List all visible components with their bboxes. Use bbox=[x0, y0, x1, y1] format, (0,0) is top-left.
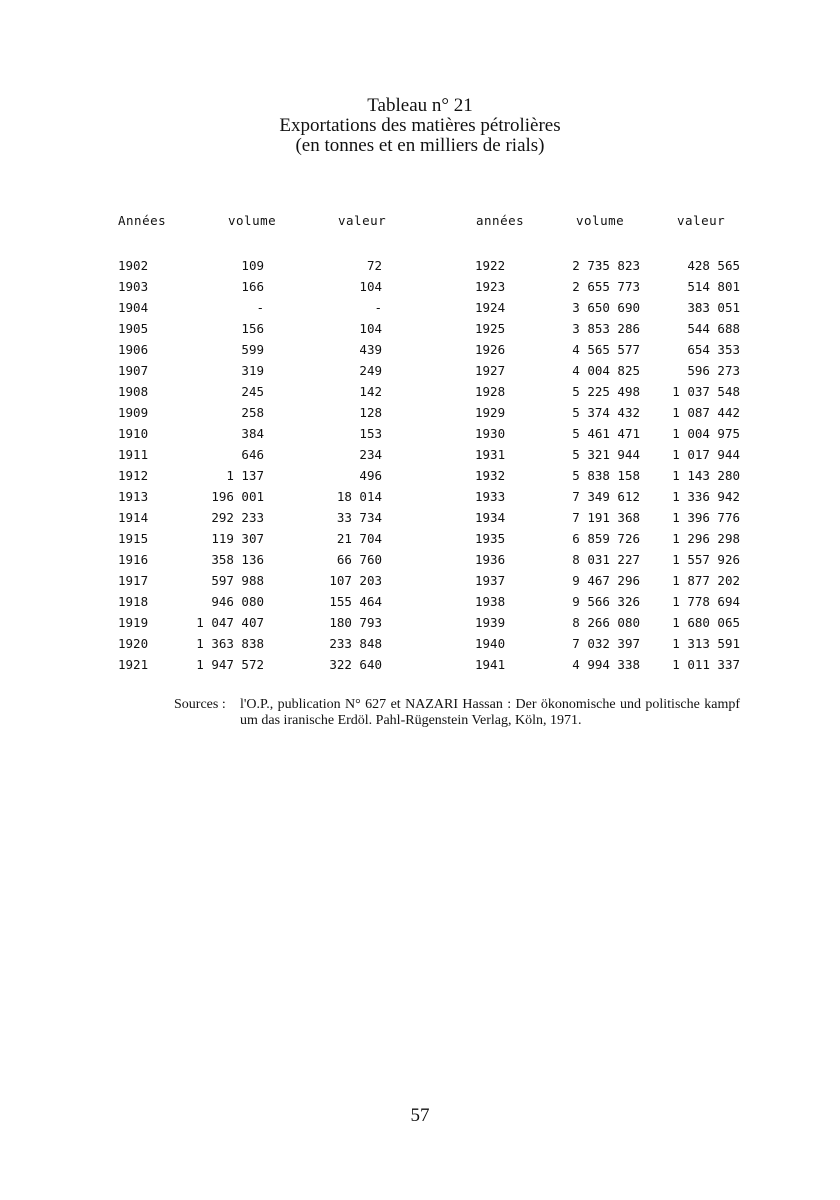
cell-year: 1925 bbox=[475, 321, 506, 336]
cell-year: 1931 bbox=[475, 447, 506, 462]
cell-year: 1932 bbox=[475, 468, 506, 483]
cell-year: 1917 bbox=[118, 573, 149, 588]
cell-year: 1936 bbox=[475, 552, 506, 567]
cell-volume: 245 bbox=[241, 384, 264, 399]
table-title: Exportations des matières pétrolières bbox=[279, 115, 561, 136]
cell-value: 180 793 bbox=[329, 615, 382, 630]
cell-year: 1928 bbox=[475, 384, 506, 399]
header-right-volume: volume bbox=[576, 213, 625, 228]
header-right-value: valeur bbox=[677, 213, 726, 228]
cell-year: 1910 bbox=[118, 426, 149, 441]
cell-value: 142 bbox=[359, 384, 382, 399]
cell-volume: 7 032 397 bbox=[572, 636, 640, 651]
cell-volume: 599 bbox=[241, 342, 264, 357]
cell-value: 1 313 591 bbox=[672, 636, 740, 651]
cell-value: 1 017 944 bbox=[672, 447, 740, 462]
cell-value: 33 734 bbox=[336, 510, 382, 525]
cell-volume: 109 bbox=[241, 258, 264, 273]
cell-volume: 258 bbox=[241, 405, 264, 420]
cell-value: 155 464 bbox=[329, 594, 382, 609]
sources-text: l'O.P., publication N° 627 et NAZARI Hassan : Der ökonomische und politische kampf um das iranische Erdöl. Pahl-Rügenstein Verlag, Köln, 1971. bbox=[240, 697, 740, 728]
table-number: Tableau n° 21 bbox=[367, 95, 473, 116]
cell-volume: 4 994 338 bbox=[572, 657, 640, 672]
cell-volume: 3 853 286 bbox=[572, 321, 640, 336]
cell-value: 1 011 337 bbox=[672, 657, 740, 672]
cell-value: 383 051 bbox=[687, 300, 740, 315]
cell-year: 1937 bbox=[475, 573, 506, 588]
cell-value: 18 014 bbox=[336, 489, 382, 504]
cell-year: 1939 bbox=[475, 615, 506, 630]
cell-value: 1 296 298 bbox=[672, 531, 740, 546]
cell-volume: - bbox=[256, 300, 264, 315]
cell-value: 1 778 694 bbox=[672, 594, 740, 609]
cell-year: 1913 bbox=[118, 489, 149, 504]
cell-value: 1 680 065 bbox=[672, 615, 740, 630]
cell-value: 596 273 bbox=[687, 363, 740, 378]
cell-volume: 1 363 838 bbox=[196, 636, 264, 651]
cell-value: 496 bbox=[359, 468, 382, 483]
cell-volume: 597 988 bbox=[211, 573, 264, 588]
cell-year: 1907 bbox=[118, 363, 149, 378]
cell-volume: 166 bbox=[241, 279, 264, 294]
cell-value: 153 bbox=[359, 426, 382, 441]
cell-value: 428 565 bbox=[687, 258, 740, 273]
cell-value: 1 087 442 bbox=[672, 405, 740, 420]
cell-value: 1 557 926 bbox=[672, 552, 740, 567]
cell-year: 1929 bbox=[475, 405, 506, 420]
cell-year: 1914 bbox=[118, 510, 149, 525]
cell-value: 234 bbox=[359, 447, 382, 462]
cell-year: 1933 bbox=[475, 489, 506, 504]
cell-value: 1 336 942 bbox=[672, 489, 740, 504]
cell-year: 1921 bbox=[118, 657, 149, 672]
cell-volume: 3 650 690 bbox=[572, 300, 640, 315]
cell-value: - bbox=[374, 300, 382, 315]
cell-year: 1909 bbox=[118, 405, 149, 420]
table-subtitle: (en tonnes et en milliers de rials) bbox=[295, 135, 545, 156]
cell-year: 1927 bbox=[475, 363, 506, 378]
cell-value: 1 004 975 bbox=[672, 426, 740, 441]
cell-volume: 1 137 bbox=[226, 468, 264, 483]
cell-volume: 5 461 471 bbox=[572, 426, 640, 441]
cell-year: 1935 bbox=[475, 531, 506, 546]
cell-volume: 319 bbox=[241, 363, 264, 378]
cell-value: 249 bbox=[359, 363, 382, 378]
cell-volume: 9 566 326 bbox=[572, 594, 640, 609]
cell-volume: 156 bbox=[241, 321, 264, 336]
cell-volume: 6 859 726 bbox=[572, 531, 640, 546]
cell-value: 128 bbox=[359, 405, 382, 420]
cell-volume: 358 136 bbox=[211, 552, 264, 567]
cell-value: 233 848 bbox=[329, 636, 382, 651]
cell-volume: 5 838 158 bbox=[572, 468, 640, 483]
cell-year: 1918 bbox=[118, 594, 149, 609]
cell-value: 72 bbox=[366, 258, 382, 273]
cell-value: 104 bbox=[359, 321, 382, 336]
cell-year: 1940 bbox=[475, 636, 506, 651]
cell-year: 1902 bbox=[118, 258, 149, 273]
cell-year: 1934 bbox=[475, 510, 506, 525]
cell-year: 1912 bbox=[118, 468, 149, 483]
cell-year: 1906 bbox=[118, 342, 149, 357]
cell-year: 1908 bbox=[118, 384, 149, 399]
cell-volume: 119 307 bbox=[211, 531, 264, 546]
cell-volume: 292 233 bbox=[211, 510, 264, 525]
cell-year: 1919 bbox=[118, 615, 149, 630]
cell-volume: 1 047 407 bbox=[196, 615, 264, 630]
cell-year: 1926 bbox=[475, 342, 506, 357]
cell-value: 1 396 776 bbox=[672, 510, 740, 525]
cell-value: 514 801 bbox=[687, 279, 740, 294]
cell-year: 1911 bbox=[118, 447, 149, 462]
table-title-block bbox=[0, 96, 840, 156]
cell-value: 104 bbox=[359, 279, 382, 294]
cell-year: 1923 bbox=[475, 279, 506, 294]
header-left-value: valeur bbox=[338, 213, 387, 228]
cell-value: 654 353 bbox=[687, 342, 740, 357]
cell-year: 1904 bbox=[118, 300, 149, 315]
cell-volume: 1 947 572 bbox=[196, 657, 264, 672]
cell-volume: 5 374 432 bbox=[572, 405, 640, 420]
cell-value: 66 760 bbox=[336, 552, 382, 567]
header-left-volume: volume bbox=[228, 213, 277, 228]
cell-year: 1920 bbox=[118, 636, 149, 651]
cell-volume: 5 321 944 bbox=[572, 447, 640, 462]
cell-year: 1905 bbox=[118, 321, 149, 336]
cell-value: 322 640 bbox=[329, 657, 382, 672]
cell-value: 439 bbox=[359, 342, 382, 357]
cell-volume: 946 080 bbox=[211, 594, 264, 609]
cell-year: 1916 bbox=[118, 552, 149, 567]
cell-volume: 4 004 825 bbox=[572, 363, 640, 378]
cell-volume: 2 655 773 bbox=[572, 279, 640, 294]
cell-volume: 384 bbox=[241, 426, 264, 441]
header-left-year: Années bbox=[118, 213, 167, 228]
cell-volume: 8 031 227 bbox=[572, 552, 640, 567]
cell-volume: 8 266 080 bbox=[572, 615, 640, 630]
cell-value: 1 877 202 bbox=[672, 573, 740, 588]
cell-value: 107 203 bbox=[329, 573, 382, 588]
cell-volume: 646 bbox=[241, 447, 264, 462]
cell-volume: 4 565 577 bbox=[572, 342, 640, 357]
cell-volume: 2 735 823 bbox=[572, 258, 640, 273]
cell-volume: 7 349 612 bbox=[572, 489, 640, 504]
cell-value: 1 143 280 bbox=[672, 468, 740, 483]
sources-label: Sources : bbox=[174, 697, 226, 712]
cell-year: 1941 bbox=[475, 657, 506, 672]
cell-value: 544 688 bbox=[687, 321, 740, 336]
header-right-year: années bbox=[476, 213, 525, 228]
cell-year: 1903 bbox=[118, 279, 149, 294]
cell-volume: 5 225 498 bbox=[572, 384, 640, 399]
cell-year: 1915 bbox=[118, 531, 149, 546]
cell-year: 1938 bbox=[475, 594, 506, 609]
cell-value: 1 037 548 bbox=[672, 384, 740, 399]
cell-volume: 7 191 368 bbox=[572, 510, 640, 525]
cell-volume: 196 001 bbox=[211, 489, 264, 504]
page-number: 57 bbox=[410, 1105, 430, 1126]
cell-volume: 9 467 296 bbox=[572, 573, 640, 588]
cell-year: 1924 bbox=[475, 300, 506, 315]
cell-year: 1922 bbox=[475, 258, 506, 273]
cell-year: 1930 bbox=[475, 426, 506, 441]
cell-value: 21 704 bbox=[336, 531, 382, 546]
